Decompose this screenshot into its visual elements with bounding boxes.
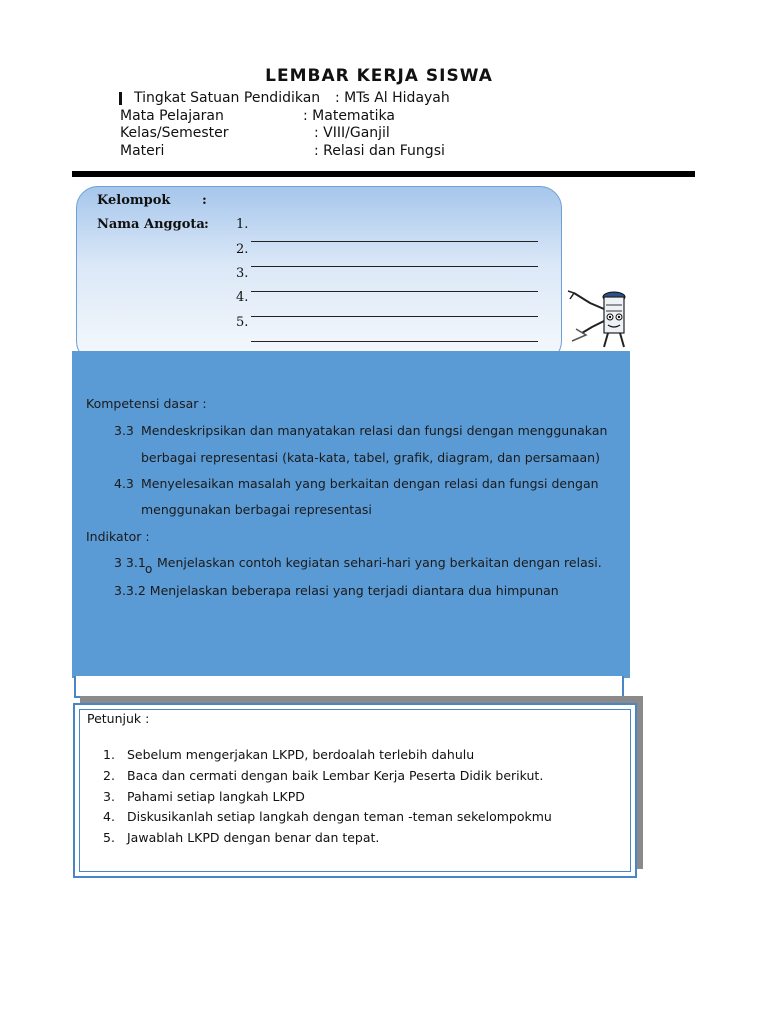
instruction-number: 3. [103,789,115,804]
instruction-item [103,809,552,824]
header-label: Materi [120,142,165,159]
header-value: : Matematika [303,107,395,124]
instruction-item [103,768,543,783]
instruction-text: Diskusikanlah setiap langkah dengan teman -teman sekelompokmu [127,809,552,824]
nama-anggota-colon: : [204,217,209,232]
member-number: 1. [236,217,249,232]
instruction-text: Sebelum mengerjakan LKPD, berdoalah terlebih dahulu [127,747,475,762]
kompetensi-label: Kompetensi dasar : [86,396,207,411]
member-number: 3. [236,266,249,281]
mascot-illustration [562,287,636,353]
kd2-text-line2: menggunakan berbagai representasi [141,502,372,517]
kd1-text-line1: Mendeskripsikan dan manyatakan relasi dan fungsi dengan menggunakan [141,423,608,438]
member-line[interactable] [251,241,538,242]
header-divider [72,171,695,177]
instruction-item [103,830,379,845]
ind1-number: 3 3.1 [114,555,146,570]
instructions-title: Petunjuk : [87,711,150,726]
member-line[interactable] [251,341,538,342]
kd2-text-line1: Menyelesaikan masalah yang berkaitan dengan relasi dan fungsi dengan [141,476,599,491]
instructions-box [73,703,637,878]
header-value: : VIII/Ganjil [314,125,390,141]
page-title: LEMBAR KERJA SISWA [265,66,493,86]
header-label: Mata Pelajaran [120,107,224,124]
instruction-text: Baca dan cermati dengan baik Lembar Kerja Peserta Didik berikut. [127,768,544,783]
indikator-label: Indikator : [86,529,150,544]
member-number: 5. [236,315,249,330]
panel-underframe [74,676,624,698]
text-cursor [119,92,122,105]
member-line[interactable] [251,266,538,267]
kd1-number: 3.3 [114,423,134,438]
instruction-number: 5. [103,830,115,845]
instruction-item [103,789,305,804]
instruction-number: 2. [103,768,115,783]
kd1-text-line2: berbagai representasi (kata-kata, tabel, grafik, diagram, dan persamaan) [141,450,600,465]
instruction-text: Jawablah LKPD dengan benar dan tepat. [127,830,380,845]
header-label: Tingkat Satuan Pendidikan [134,90,321,106]
competency-panel [72,351,630,678]
instruction-number: 1. [103,747,115,762]
ind1-subscript: o [145,562,153,576]
instruction-text: Pahami setiap langkah LKPD [127,789,305,804]
instruction-item [103,747,474,762]
member-number: 2. [236,242,249,257]
header-value: : MTs Al Hidayah [335,90,450,106]
instruction-number: 4. [103,809,115,824]
kd2-number: 4.3 [114,476,134,491]
kelompok-label: Kelompok [97,193,171,208]
nama-anggota-label: Nama Anggota [97,217,205,232]
member-line[interactable] [251,316,538,317]
group-box [76,186,562,363]
ind2-text: 3.3.2 Menjelaskan beberapa relasi yang terjadi diantara dua himpunan [114,583,559,598]
header-value: : Relasi dan Fungsi [314,142,445,159]
ind1-text: Menjelaskan contoh kegiatan sehari-hari yang berkaitan dengan relasi. [157,555,602,570]
member-line[interactable] [251,291,538,292]
header-label: Kelas/Semester [120,125,229,141]
kelompok-colon: : [202,193,207,208]
member-number: 4. [236,290,249,305]
